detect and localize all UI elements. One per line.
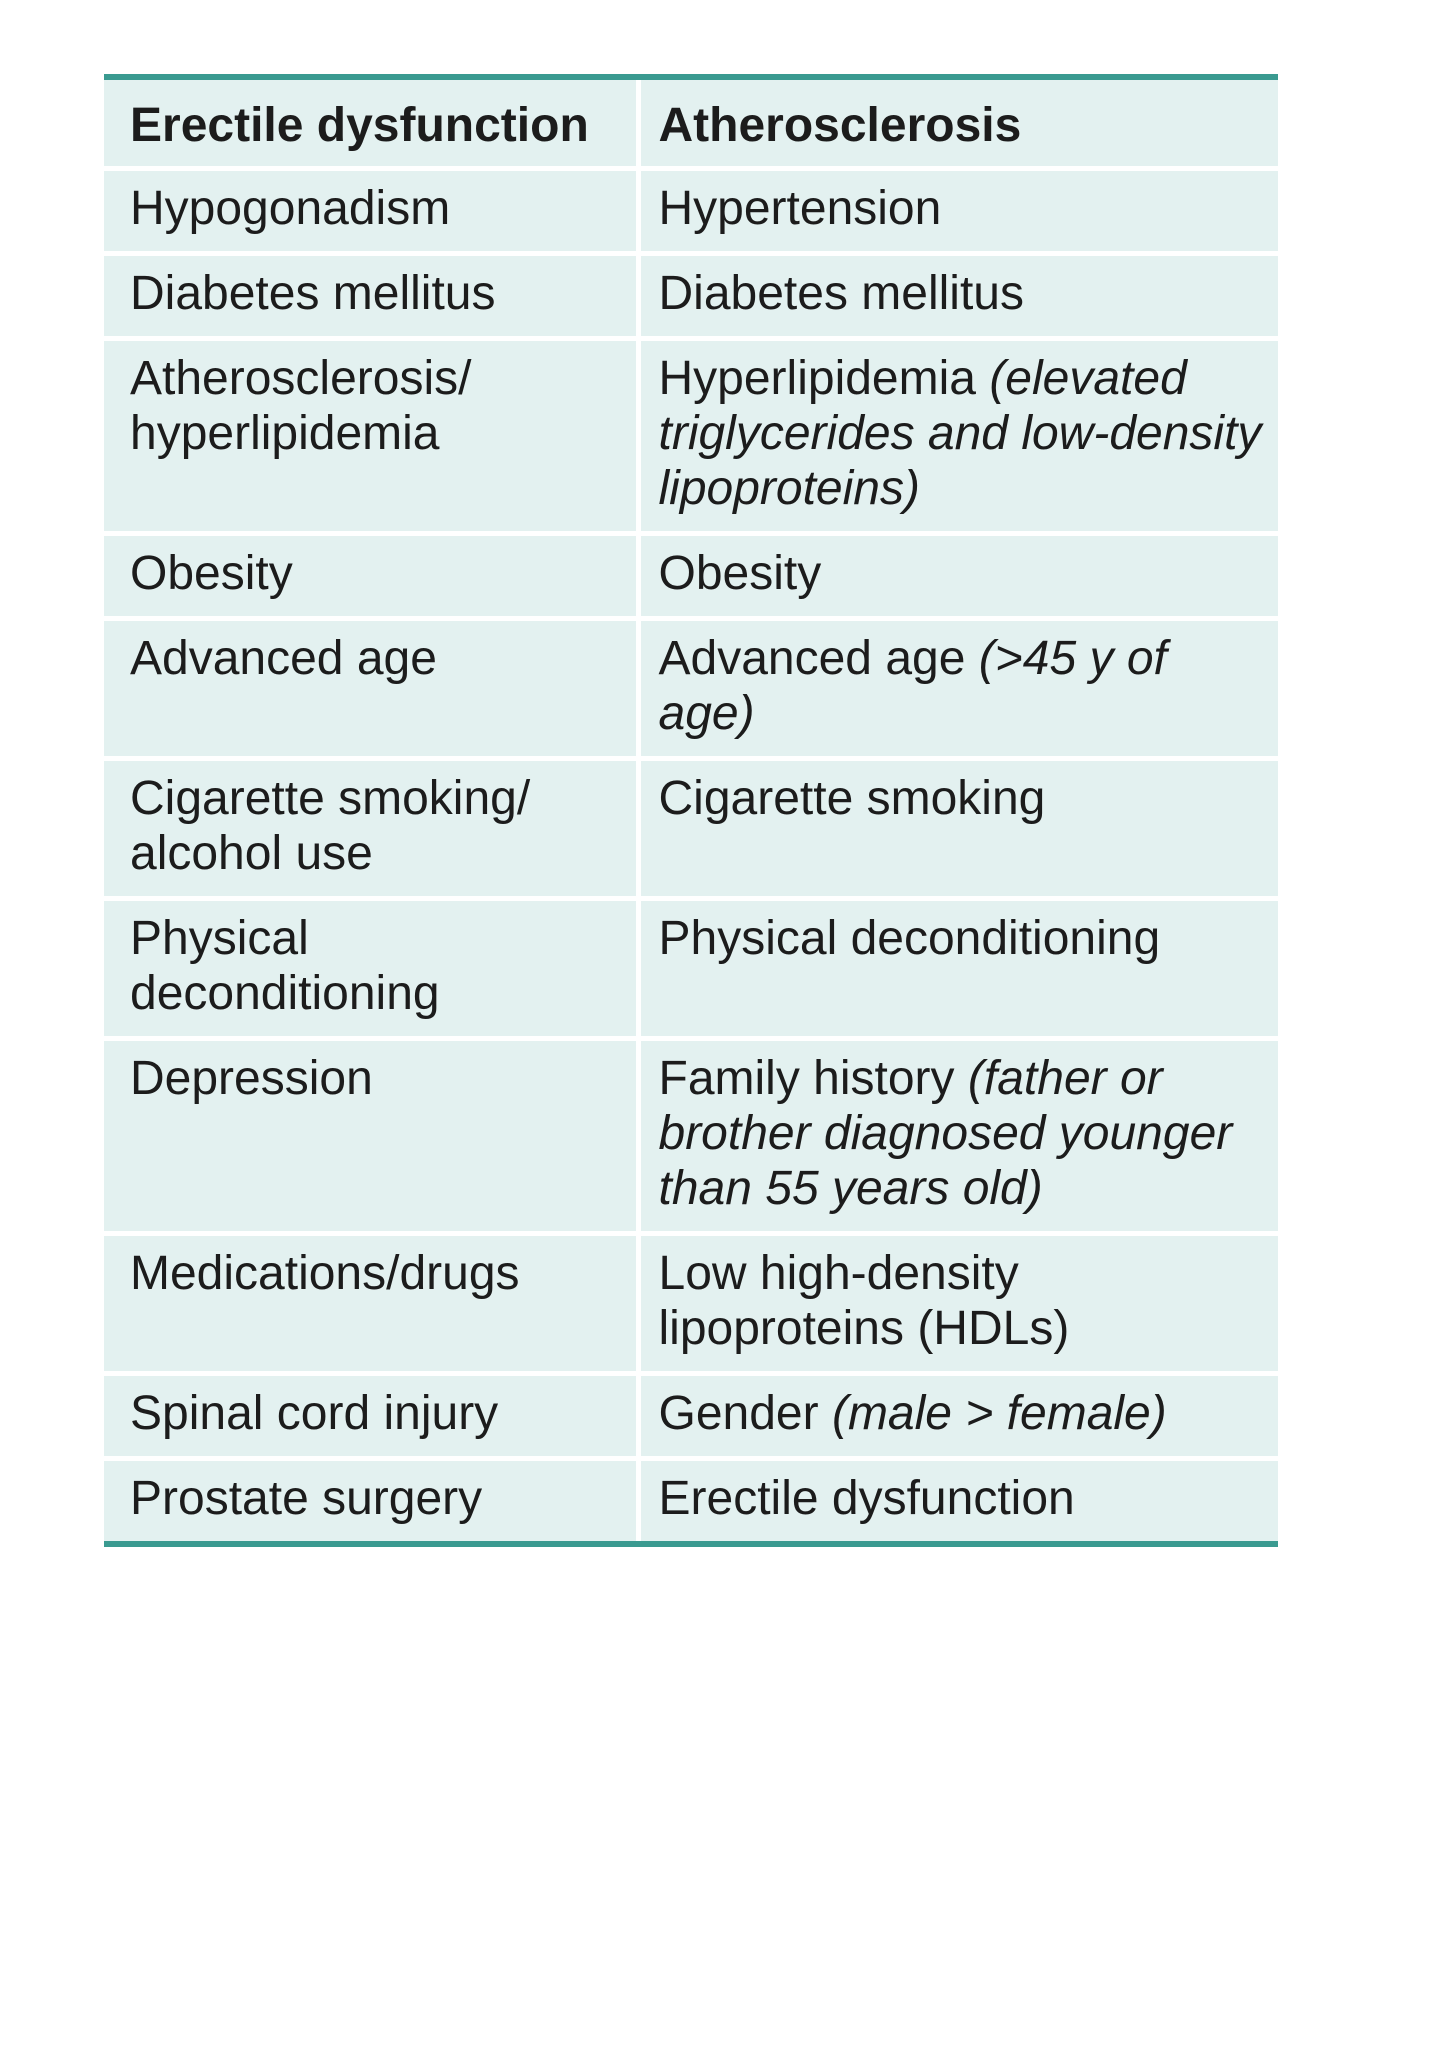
atherosclerosis-factor [638,339,1278,534]
table-row [104,759,1278,899]
column-header-erectile-dysfunction: Erectile dysfunction [104,80,638,169]
factor-label: Physical deconditioning [658,912,1161,965]
factor-label: Advanced age [658,632,966,685]
factor-note: (>45 y of age) [658,632,1167,740]
erectile-dysfunction-factor: Cigarette smoking/ alcohol use [104,759,638,899]
atherosclerosis-factor [638,254,1278,339]
erectile-dysfunction-factor: Atherosclerosis/ hyperlipidemia [104,339,638,534]
erectile-dysfunction-factor: Spinal cord injury [104,1374,638,1459]
factor-label: Gender [658,1387,819,1440]
factor-label: Hyperlipidemia [658,352,976,405]
erectile-dysfunction-factor: Medications/drugs [104,1234,638,1374]
atherosclerosis-factor [638,1234,1278,1374]
table-row [104,534,1278,619]
erectile-dysfunction-factor: Depression [104,1039,638,1234]
table-row [104,1234,1278,1374]
factor-note: (elevated triglycerides and low-density lipoproteins) [658,352,1262,515]
factor-note: (father or brother diagnosed younger than 55 years old) [658,1052,1233,1215]
column-header-atherosclerosis: Atherosclerosis [638,80,1278,169]
factor-label: Low high-density lipoproteins (HDLs) [658,1247,1070,1355]
erectile-dysfunction-factor: Advanced age [104,619,638,759]
atherosclerosis-factor [638,1459,1278,1542]
erectile-dysfunction-factor: Diabetes mellitus [104,254,638,339]
table-row [104,1459,1278,1542]
factor-note: (male > female) [831,1387,1167,1440]
atherosclerosis-factor [638,169,1278,254]
table-row [104,1039,1278,1234]
erectile-dysfunction-factor: Hypogonadism [104,169,638,254]
table-row [104,339,1278,534]
table-row [104,899,1278,1039]
comparison-table [104,80,1278,1541]
erectile-dysfunction-factor: Prostate surgery [104,1459,638,1542]
erectile-dysfunction-factor: Physical deconditioning [104,899,638,1039]
factor-label: Cigarette smoking [658,772,1046,825]
factor-label: Obesity [658,547,822,600]
atherosclerosis-factor [638,899,1278,1039]
factor-label: Diabetes mellitus [658,267,1024,320]
table-row [104,254,1278,339]
atherosclerosis-factor [638,1374,1278,1459]
atherosclerosis-factor [638,1039,1278,1234]
atherosclerosis-factor [638,534,1278,619]
factor-label: Family history [658,1052,955,1105]
table-row [104,619,1278,759]
table-row [104,1374,1278,1459]
table-header-row [104,80,1278,169]
atherosclerosis-factor [638,759,1278,899]
risk-factor-table [104,74,1278,1547]
table-row [104,169,1278,254]
factor-label: Hypertension [658,182,942,235]
erectile-dysfunction-factor: Obesity [104,534,638,619]
factor-label: Erectile dysfunction [658,1472,1075,1525]
atherosclerosis-factor [638,619,1278,759]
